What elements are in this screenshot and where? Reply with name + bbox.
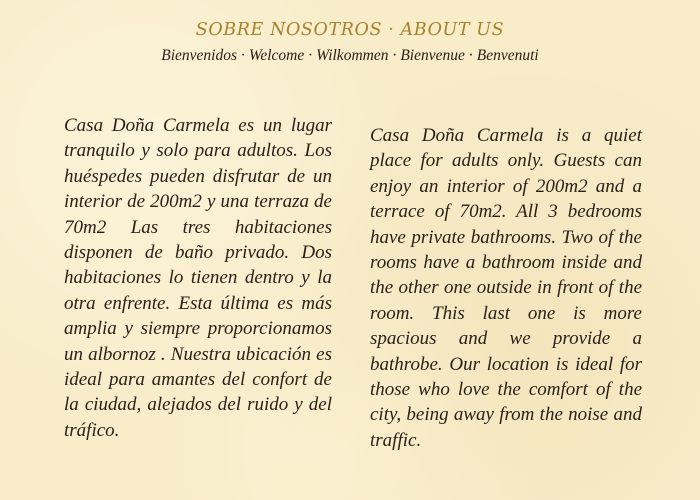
greeting-separator: · (468, 47, 473, 64)
greeting-separator: · (392, 47, 397, 64)
page-header (0, 18, 700, 67)
about-text-english: Casa Doña Carmela is a quiet place for adults only. Guests can enjoy an interior of 200m2 and a terrace of 70m2. All 3 bedrooms have private bathrooms. Two of the rooms have a bathroom inside and the other one outside in front of the room. This last one is more spacious and we provide a bathrobe. Our location is ideal for those who love the comfort of the city, being away from the noise and traffic. (370, 125, 642, 451)
greeting-italian: Benvenuti (476, 47, 539, 64)
page-title: SOBRE NOSOTROS · ABOUT US (195, 20, 505, 40)
greeting-separator: · (308, 47, 313, 64)
greeting-german: Wilkommen (316, 47, 389, 64)
greeting-english: Welcome (248, 47, 305, 64)
greetings-line (0, 45, 700, 67)
greeting-spanish: Bienvenidos (161, 47, 237, 64)
about-text-spanish: Casa Doña Carmela es un lugar tranquilo y solo para adultos. Los huéspedes pueden disfrutar de un interior de 200m2 y una terraza de 70m2 Las tres habitaciones disponen de baño privado. Dos habitaciones lo tienen dentro y la otra enfrente. Esta última es más amplia y siempre proporcionamos un albornoz . Nuestra ubicación es ideal para amantes del confort de la ciudad, alejados del ruido y del tráfico. (64, 115, 332, 441)
greeting-separator: · (241, 47, 245, 64)
greeting-french: Bienvenue (400, 47, 465, 64)
